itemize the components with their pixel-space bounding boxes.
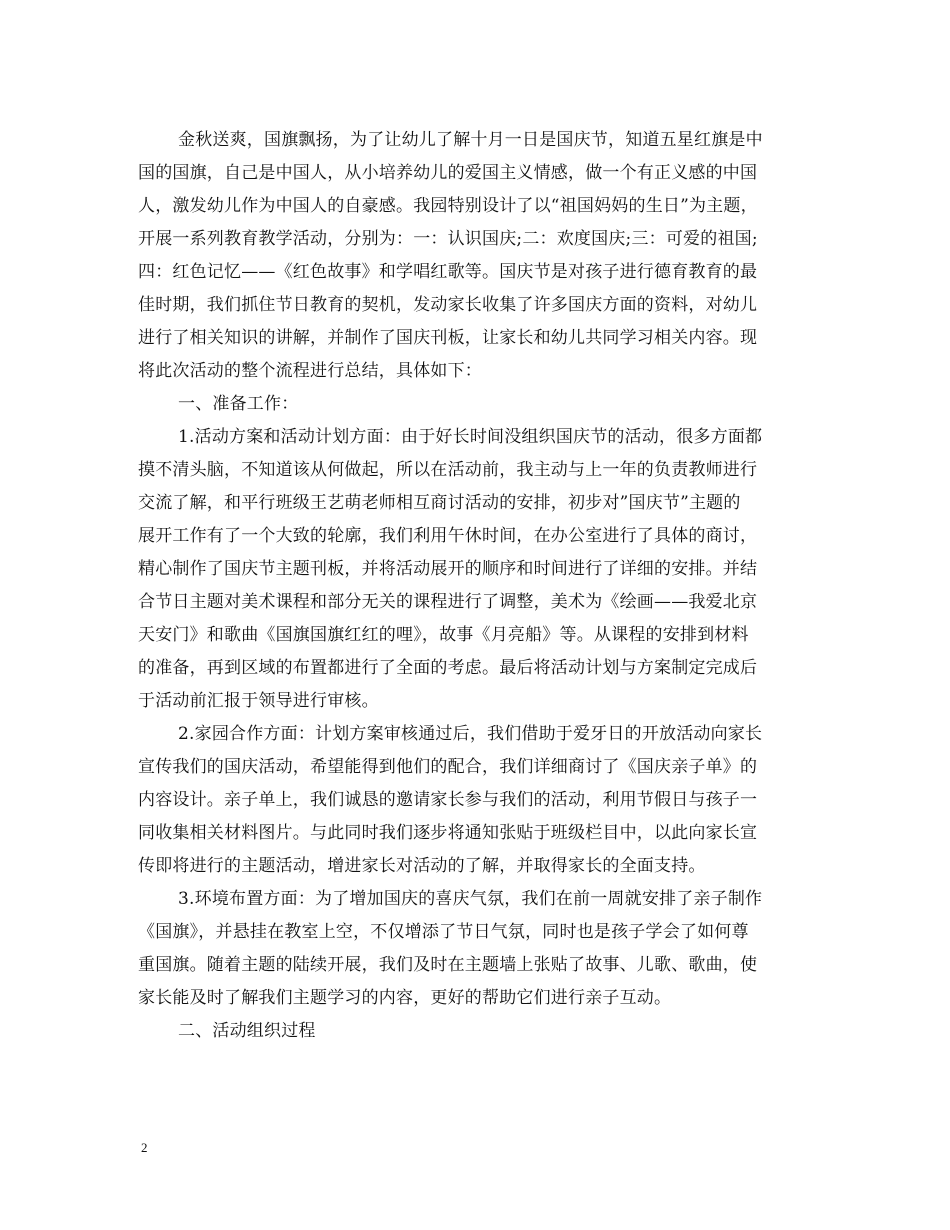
body-text-line: 的准备，再到区域的布置都进行了全面的考虑。最后将活动计划与方案制定完成后 — [138, 658, 758, 678]
body-text-line: 宣传我们的国庆活动，希望能得到他们的配合，我们详细商讨了《国庆亲子单》的 — [138, 757, 758, 777]
body-text-line: 金秋送爽，国旗飘扬，为了让幼儿了解十月一日是国庆节，知道五星红旗是中 — [178, 130, 763, 150]
body-text-line: 佳时期，我们抓住节日教育的契机，发动家长收集了许多国庆方面的资料，对幼儿 — [138, 295, 758, 315]
body-text-line: 开展一系列教育教学活动，分别为：一：认识国庆;二：欢度国庆;三：可爱的祖国; — [138, 229, 758, 249]
body-text-line: 展开工作有了一个大致的轮廓，我们利用午休时间，在办公室进行了具体的商讨， — [138, 526, 758, 546]
body-text-line: 于活动前汇报于领导进行审核。 — [138, 691, 379, 711]
body-text-line: 传即将进行的主题活动，增进家长对活动的了解，并取得家长的全面支持。 — [138, 856, 706, 876]
body-text-line: 《国旗》，并悬挂在教室上空，不仅增添了节日气氛，同时也是孩子学会了如何尊 — [138, 922, 749, 942]
section-heading: 一、准备工作： — [178, 394, 299, 414]
body-text-line: 2.家园合作方面：计划方案审核通过后，我们借助于爱牙日的开放活动向家长 — [178, 724, 763, 744]
body-text-line: 3.环境布置方面：为了增加国庆的喜庆气氛，我们在前一周就安排了亲子制作 — [178, 889, 763, 909]
body-text-line: 将此次活动的整个流程进行总结，具体如下： — [138, 361, 482, 381]
body-text-line: 人，激发幼儿作为中国人的自豪感。我园特别设计了以“祖国妈妈的生日”为主题， — [138, 196, 758, 216]
body-text-line: 合节日主题对美术课程和部分无关的课程进行了调整，美术为《绘画——我爱北京 — [138, 592, 758, 612]
section-heading: 二、活动组织过程 — [178, 1021, 316, 1041]
body-text-line: 四：红色记忆——《红色故事》和学唱红歌等。国庆节是对孩子进行德育教育的最 — [138, 262, 758, 282]
body-text-line: 摸不清头脑，不知道该从何做起，所以在活动前，我主动与上一年的负责教师进行 — [138, 460, 758, 480]
body-text-line: 天安门》和歌曲《国旗国旗红红的哩》，故事《月亮船》等。从课程的安排到材料 — [138, 625, 749, 645]
body-text-line: 进行了相关知识的讲解，并制作了国庆刊板，让家长和幼儿共同学习相关内容。现 — [138, 328, 758, 348]
body-text-line: 同收集相关材料图片。与此同时我们逐步将通知张贴于班级栏目中，以此向家长宣 — [138, 823, 758, 843]
body-text-line: 重国旗。随着主题的陆续开展，我们及时在主题墙上张贴了故事、儿歌、歌曲，使 — [138, 955, 758, 975]
body-text-line: 交流了解，和平行班级王艺萌老师相互商讨活动的安排，初步对”国庆节”主题的 — [138, 493, 741, 513]
page-number: 2 — [141, 1140, 148, 1155]
body-text-line: 精心制作了国庆节主题刊板，并将活动展开的顺序和时间进行了详细的安排。并结 — [138, 559, 758, 579]
body-text-line: 内容设计。亲子单上，我们诚恳的邀请家长参与我们的活动，利用节假日与孩子一 — [138, 790, 758, 810]
body-text-line: 家长能及时了解我们主题学习的内容，更好的帮助它们进行亲子互动。 — [138, 988, 672, 1008]
body-text-line: 国的国旗，自己是中国人，从小培养幼儿的爱国主义情感，做一个有正义感的中国 — [138, 163, 758, 183]
body-text-line: 1.活动方案和活动计划方面：由于好长时间没组织国庆节的活动，很多方面都 — [178, 427, 763, 447]
